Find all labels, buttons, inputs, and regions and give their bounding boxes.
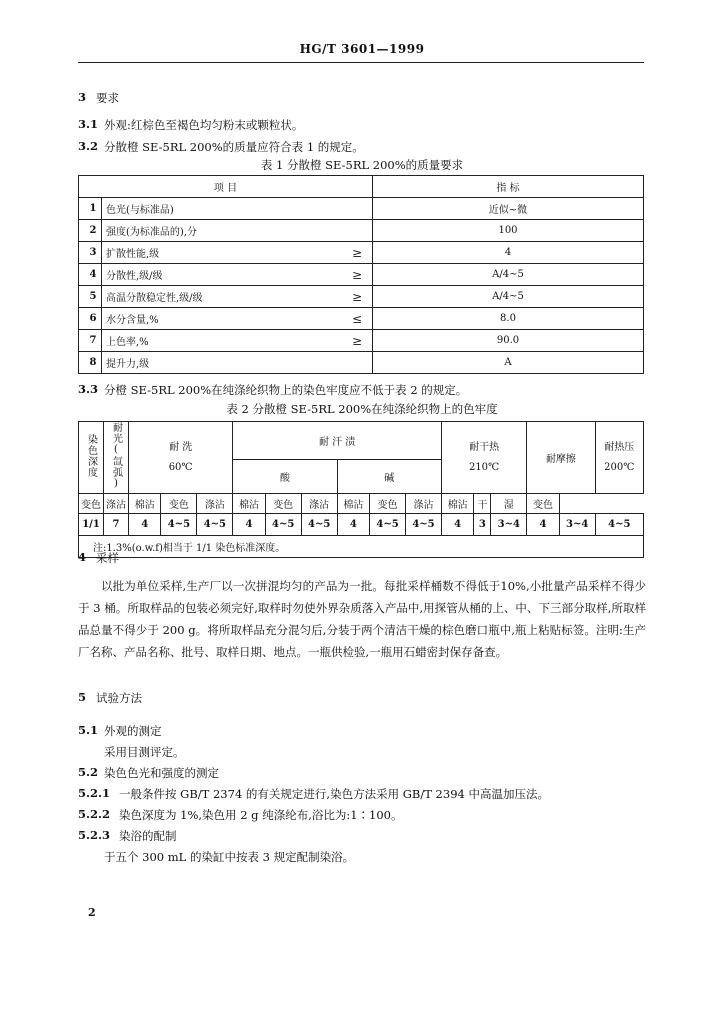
cell: 4~5 xyxy=(197,514,233,536)
sub-header: 涤沾 xyxy=(301,494,337,514)
header-light: 耐光(氙弧) xyxy=(104,422,129,494)
cell: 4 xyxy=(129,514,161,536)
table-row xyxy=(79,242,644,264)
section-4-title: 采样 xyxy=(96,551,119,565)
table-2-note: 注:1.3%(o.w.f)相当于 1/1 染色标准深度。 xyxy=(79,536,644,558)
table-1-header-item: 项 目 xyxy=(79,176,373,198)
section-5-2-3-number: 5.2.3 xyxy=(78,828,111,842)
row-number: 5 xyxy=(79,286,102,308)
cell: 4 xyxy=(233,514,265,536)
cell: 4~5 xyxy=(301,514,337,536)
header-acid: 酸 xyxy=(233,459,337,493)
section-5-2-number: 5.2 xyxy=(78,765,99,779)
section-3-title: 要求 xyxy=(96,91,119,105)
sub-header: 变色 xyxy=(265,494,301,514)
sub-header: 变色 xyxy=(79,494,104,514)
section-4-number: 4 xyxy=(78,550,87,564)
sub-header: 涤沾 xyxy=(104,494,129,514)
row-number: 6 xyxy=(79,308,102,330)
row-symbol xyxy=(342,220,373,242)
table-1-quality xyxy=(78,175,644,374)
row-symbol: ≥ xyxy=(342,286,373,308)
row-symbol: ≥ xyxy=(342,330,373,352)
table-1-header xyxy=(79,176,644,198)
header-wash xyxy=(129,422,233,494)
row-number: 3 xyxy=(79,242,102,264)
section-5-2-3-text: 染浴的配制 xyxy=(119,829,177,843)
section-3-number: 3 xyxy=(78,90,87,104)
section-3-3-number: 3.3 xyxy=(78,382,99,396)
sub-header: 变色 xyxy=(370,494,406,514)
section-5-title: 试验方法 xyxy=(96,691,142,705)
sub-header: 棉沾 xyxy=(233,494,265,514)
header-rule xyxy=(78,62,644,63)
table-2-subheader-row xyxy=(79,494,644,514)
header-hot-press-temp: 200℃ xyxy=(604,461,635,473)
row-value: A/4~5 xyxy=(373,286,644,308)
cell: 7 xyxy=(104,514,129,536)
row-symbol: ≤ xyxy=(342,308,373,330)
table-row xyxy=(79,308,644,330)
table-row xyxy=(79,514,644,536)
header-sweat: 耐 汗 渍 xyxy=(233,422,442,460)
cell: 4~5 xyxy=(265,514,301,536)
table-2-note-row xyxy=(79,536,644,558)
row-item: 提升力,级 xyxy=(102,352,343,374)
sub-header: 棉沾 xyxy=(441,494,473,514)
section-4-body: 以批为单位采样,生产厂以一次拼混均匀的产品为一批。每批采样桶数不得低于10%,小批量产品采样不得少于 3 桶。所取样品的包装必须完好,取样时勿使外界杂质落入产品中,用探管从桶的上、中、下三部分取样,所取样品总量不得少于 200 g。将所取样品充分混匀后,分装于两个清洁干燥的棕色磨口瓶中,瓶上粘贴标签。注明:生产厂名称、产品名称、批号、取样日期、地点。一瓶供检验,一瓶用石蜡密封保存备查。 xyxy=(78,579,646,659)
cell: 3~4 xyxy=(491,514,527,536)
table-row xyxy=(79,264,644,286)
row-number: 8 xyxy=(79,352,102,374)
section-5-2-1-text: 一般条件按 GB/T 2374 的有关规定进行,染色方法采用 GB/T 2394 中高温加压法。 xyxy=(119,787,549,801)
header-wash-temp: 60℃ xyxy=(168,461,193,473)
table-row xyxy=(79,198,644,220)
cell: 4 xyxy=(441,514,473,536)
table-row xyxy=(79,352,644,374)
section-3-2-text: 分散橙 SE-5RL 200%的质量应符合表 1 的规定。 xyxy=(104,140,364,154)
sub-header: 涤沾 xyxy=(405,494,441,514)
row-value: 8.0 xyxy=(373,308,644,330)
row-symbol xyxy=(342,352,373,374)
header-rubbing: 耐摩擦 xyxy=(527,422,595,494)
page-header-code: HG/T 3601—1999 xyxy=(299,42,425,56)
section-3-1-number: 3.1 xyxy=(78,117,99,131)
row-symbol: ≥ xyxy=(342,264,373,286)
row-item: 强度(为标准品的),分 xyxy=(102,220,343,242)
cell: 4~5 xyxy=(405,514,441,536)
sub-header: 棉沾 xyxy=(337,494,369,514)
sub-header: 变色 xyxy=(161,494,197,514)
header-wash-label: 耐 洗 xyxy=(169,441,193,453)
row-value: A xyxy=(373,352,644,374)
section-5-2-2-number: 5.2.2 xyxy=(78,807,111,821)
cell: 4 xyxy=(337,514,369,536)
table-2-caption: 表 2 分散橙 SE-5RL 200%在纯涤纶织物上的色牢度 xyxy=(226,402,498,416)
section-5-2-3-sub: 于五个 300 mL 的染缸中按表 3 规定配制染浴。 xyxy=(104,850,355,864)
row-value: A/4~5 xyxy=(373,264,644,286)
row-item: 分散性,级/级 xyxy=(102,264,343,286)
sub-header: 湿 xyxy=(491,494,527,514)
cell: 3 xyxy=(474,514,491,536)
section-3-2-number: 3.2 xyxy=(78,139,99,153)
row-value: 4 xyxy=(373,242,644,264)
table-row xyxy=(79,330,644,352)
table-1-caption: 表 1 分散橙 SE-5RL 200%的质量要求 xyxy=(260,158,464,172)
section-3-3-text: 分橙 SE-5RL 200%在纯涤纶织物上的染色牢度应不低于表 2 的规定。 xyxy=(104,383,468,397)
page-number: 2 xyxy=(88,906,96,919)
row-value: 100 xyxy=(373,220,644,242)
section-5-2-1-number: 5.2.1 xyxy=(78,786,111,800)
row-item: 色光(与标准品) xyxy=(102,198,343,220)
row-item: 水分含量,% xyxy=(102,308,343,330)
section-5-2-text: 染色色光和强度的测定 xyxy=(104,766,219,780)
row-value: 近似~微 xyxy=(373,198,644,220)
table-2-header-row-1 xyxy=(79,422,644,460)
table-1-header-value: 指 标 xyxy=(373,176,644,198)
header-dry-heat-temp: 210℃ xyxy=(468,461,500,473)
cell: 1/1 xyxy=(79,514,104,536)
row-number: 2 xyxy=(79,220,102,242)
cell: 4~5 xyxy=(370,514,406,536)
sub-header: 棉沾 xyxy=(129,494,161,514)
cell: 4~5 xyxy=(161,514,197,536)
header-depth: 染色深度 xyxy=(79,422,104,494)
row-number: 1 xyxy=(79,198,102,220)
row-item: 上色率,% xyxy=(102,330,343,352)
sub-header: 变色 xyxy=(527,494,559,514)
header-hot-press-label: 耐热压 xyxy=(604,441,635,453)
header-alkali: 碱 xyxy=(337,459,441,493)
row-item: 高温分散稳定性,级/级 xyxy=(102,286,343,308)
table-row xyxy=(79,220,644,242)
section-5-1-text: 外观的测定 xyxy=(104,724,162,738)
sub-header: 干 xyxy=(474,494,491,514)
header-dry-heat-label: 耐干热 xyxy=(469,441,500,453)
header-dry-heat xyxy=(441,422,526,494)
cell: 3~4 xyxy=(559,514,595,536)
table-2-fastness xyxy=(78,421,644,558)
section-5-number: 5 xyxy=(78,690,87,704)
sub-header: 涤沾 xyxy=(197,494,233,514)
row-number: 4 xyxy=(79,264,102,286)
cell: 4 xyxy=(527,514,559,536)
row-symbol xyxy=(342,198,373,220)
section-5-1-number: 5.1 xyxy=(78,723,99,737)
header-hot-press xyxy=(595,422,643,494)
cell: 4~5 xyxy=(595,514,643,536)
row-number: 7 xyxy=(79,330,102,352)
section-5-2-2-text: 染色深度为 1%,染色用 2 g 纯涤纶布,浴比为:1∶100。 xyxy=(119,808,403,822)
row-value: 90.0 xyxy=(373,330,644,352)
section-3-1-text: 外观:红棕色至褐色均匀粉末或颗粒状。 xyxy=(104,118,304,132)
row-symbol: ≥ xyxy=(342,242,373,264)
section-5-1-sub: 采用目测评定。 xyxy=(104,745,185,759)
row-item: 扩散性能,级 xyxy=(102,242,343,264)
table-row xyxy=(79,286,644,308)
